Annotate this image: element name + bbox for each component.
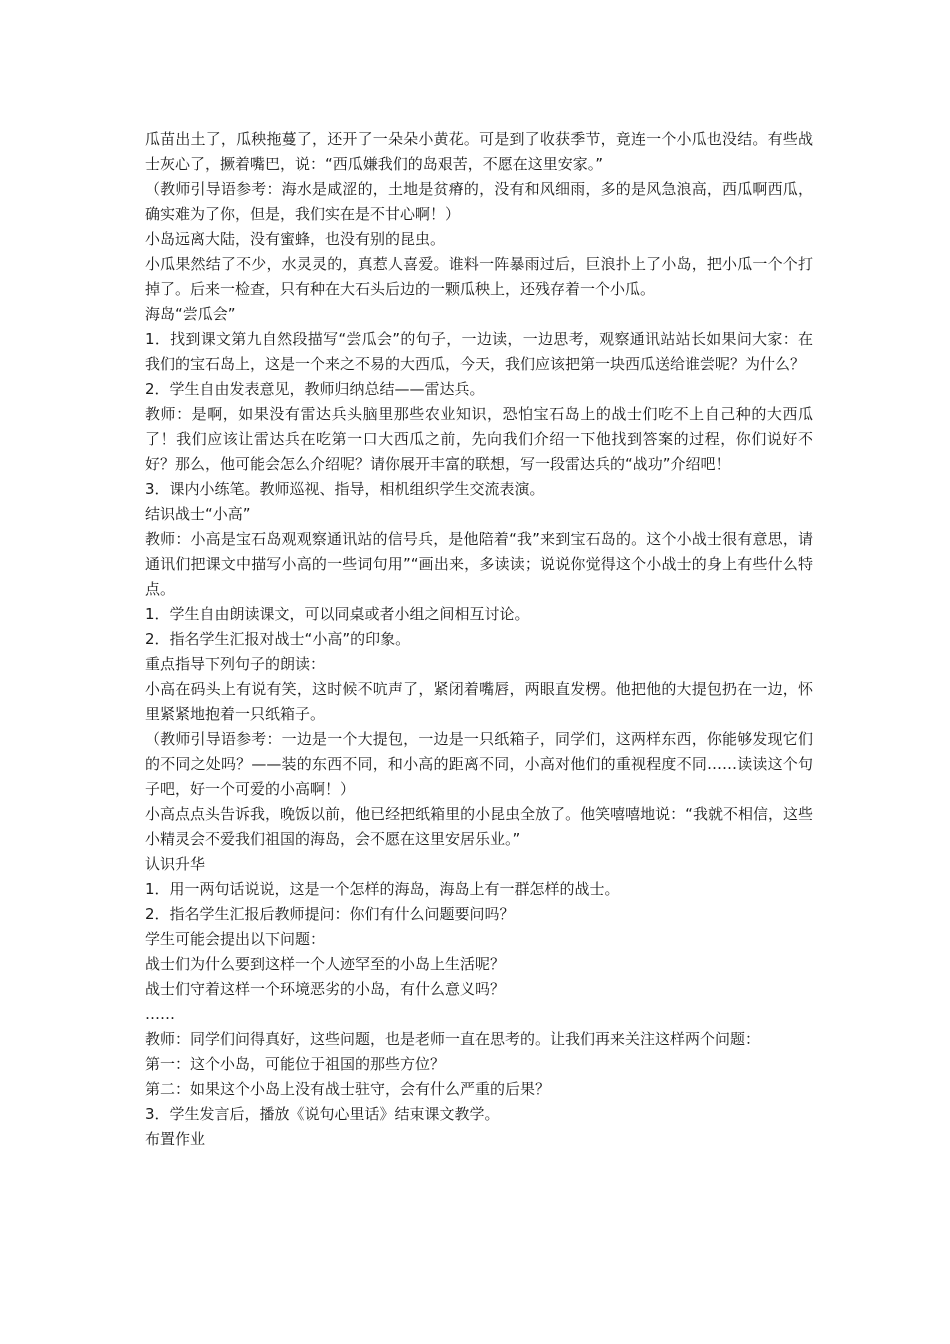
paragraph: 战士们守着这样一个环境恶劣的小岛，有什么意义吗？ — [145, 980, 506, 998]
paragraph: 战士们为什么要到这样一个人迹罕至的小岛上生活呢？ — [145, 955, 506, 973]
paragraph: 重点指导下列句子的朗读： — [145, 655, 326, 673]
paragraph: 瓜苗出土了，瓜秧拖蔓了，还开了一朵朵小黄花。可是到了收获季节，竟连一个小瓜也没结。有些战士灰心了，撅着嘴巴，说：“西瓜嫌我们的岛艰苦，不愿在这里安家。” — [145, 130, 813, 173]
paragraph: 2．指名学生汇报对战士“小高”的印象。 — [145, 630, 411, 648]
paragraph: 第二：如果这个小岛上没有战士驻守，会有什么严重的后果？ — [145, 1080, 551, 1098]
paragraph: 第一：这个小岛，可能位于祖国的那些方位？ — [145, 1055, 446, 1073]
paragraph: 小高点点头告诉我，晚饭以前，他已经把纸箱里的小昆虫全放了。他笑嘻嘻地说：“我就不相信，这些小精灵会不爱我们祖国的海岛，会不愿在这里安居乐业。” — [145, 805, 813, 848]
paragraph: 教师：小高是宝石岛观观察通讯站的信号兵，是他陪着“我”来到宝石岛的。这个小战士很有意思，请通讯们把课文中描写小高的一些词句用”“画出来，多读读；说说你觉得这个小战士的身上有些什么特点。 — [145, 530, 813, 598]
paragraph: 2．学生自由发表意见，教师归纳总结——雷达兵。 — [145, 380, 485, 398]
section-heading: 布置作业 — [145, 1130, 206, 1148]
paragraph: 教师：同学们问得真好，这些问题，也是老师一直在思考的。让我们再来关注这样两个问题： — [145, 1030, 761, 1048]
paragraph: 3．学生发言后，播放《说句心里话》结束课文教学。 — [145, 1105, 500, 1123]
section-heading: 结识战士“小高” — [145, 505, 251, 523]
paragraph: 小高在码头上有说有笑，这时候不吭声了，紧闭着嘴唇，两眼直发楞。他把他的大提包扔在一边，怀里紧紧地抱着一只纸箱子。 — [145, 680, 813, 723]
section-heading: 认识升华 — [145, 855, 206, 873]
paragraph: 1．用一两句话说说，这是一个怎样的海岛，海岛上有一群怎样的战士。 — [145, 880, 620, 898]
document-body — [145, 127, 813, 1152]
paragraph: （教师引导语参考：海水是咸涩的，土地是贫瘠的，没有和风细雨，多的是风急浪高，西瓜啊西瓜，确实难为了你，但是，我们实在是不甘心啊！） — [145, 180, 813, 223]
paragraph: （教师引导语参考：一边是一个大提包，一边是一只纸箱子，同学们，这两样东西，你能够发现它们的不同之处吗？——装的东西不同，和小高的距离不同，小高对他们的重视程度不同……读读这个句子吧，好一个可爱的小高啊！） — [145, 730, 813, 798]
paragraph: 1．学生自由朗读课文，可以同桌或者小组之间相互讨论。 — [145, 605, 530, 623]
paragraph: 教师：是啊，如果没有雷达兵头脑里那些农业知识，恐怕宝石岛上的战士们吃不上自己种的大西瓜了！我们应该让雷达兵在吃第一口大西瓜之前，先向我们介绍一下他找到答案的过程，你们说好不好？那么，他可能会怎么介绍呢？请你展开丰富的联想，写一段雷达兵的“战功”介绍吧！ — [145, 405, 813, 473]
paragraph: 小瓜果然结了不少，水灵灵的，真惹人喜爱。谁料一阵暴雨过后，巨浪扑上了小岛，把小瓜一个个打掉了。后来一检查，只有种在大石头后边的一颗瓜秧上，还残存着一个小瓜。 — [145, 255, 813, 298]
paragraph: 小岛远离大陆，没有蜜蜂，也没有别的昆虫。 — [145, 230, 446, 248]
paragraph: 2．指名学生汇报后教师提问：你们有什么问题要问吗？ — [145, 905, 515, 923]
paragraph: 学生可能会提出以下问题： — [145, 930, 326, 948]
paragraph: …… — [145, 1005, 175, 1023]
paragraph: 3．课内小练笔。教师巡视、指导，相机组织学生交流表演。 — [145, 480, 545, 498]
paragraph: 1．找到课文第九自然段描写“尝瓜会”的句子，一边读，一边思考，观察通讯站站长如果问大家：在我们的宝石岛上，这是一个来之不易的大西瓜，今天，我们应该把第一块西瓜送给谁尝呢？为什么？ — [145, 330, 813, 373]
section-heading: 海岛“尝瓜会” — [145, 305, 236, 323]
